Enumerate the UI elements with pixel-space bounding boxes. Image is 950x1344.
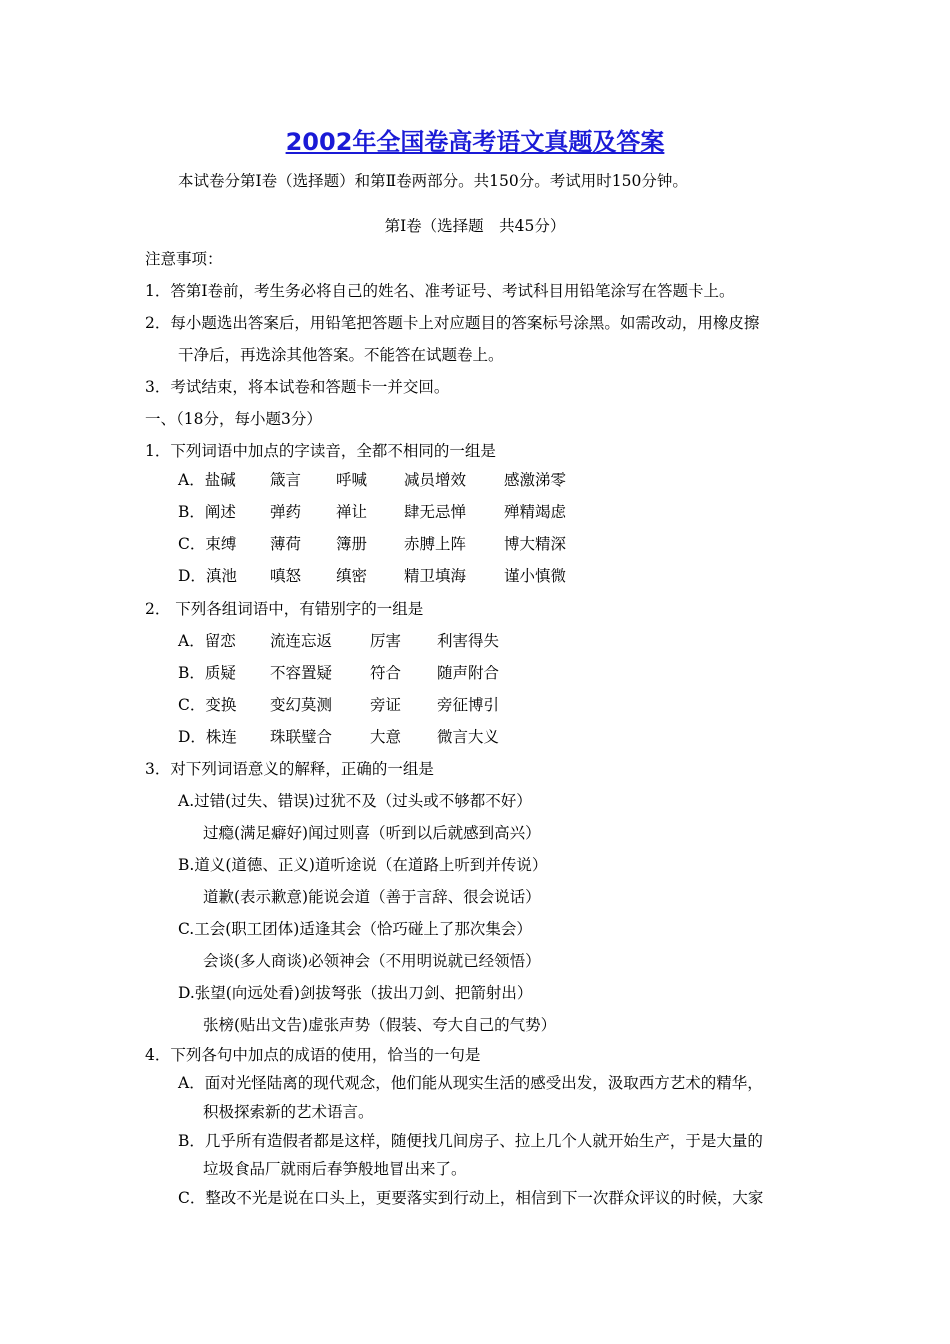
q3-line: A.过错(过失、错误)过犹不及（过头或不够都不好） (178, 792, 532, 810)
q1-word: 箴言 (270, 471, 302, 489)
q2-word: 微言大义 (437, 728, 500, 746)
q3-line: 张榜(贴出文告)虚张声势（假装、夸大自己的气势） (203, 1016, 557, 1034)
notice-item-3: 3．考试结束，将本试卷和答题卡一并交回。 (145, 378, 450, 396)
q4-option-a-cont: 积极探索新的艺术语言。 (203, 1103, 374, 1121)
q3-line: 过瘾(满足癖好)闻过则喜（听到以后就感到高兴） (203, 824, 541, 842)
q2-word: 珠联璧合 (270, 728, 333, 746)
notice-heading: 注意事项： (145, 250, 223, 268)
q1-word: 赤膊上阵 (404, 535, 467, 553)
q2-word: 流连忘返 (270, 632, 333, 650)
notice-item-2-cont: 干净后，再选涂其他答案。不能答在试题卷上。 (178, 346, 504, 364)
notice-item-1: 1．答第Ⅰ卷前，考生务必将自己的姓名、准考证号、考试科目用铅笔涂写在答题卡上。 (145, 282, 735, 300)
q3-line: 会谈(多人商谈)必领神会（不用明说就已经领悟） (203, 952, 541, 970)
q1-word: 感激涕零 (504, 471, 567, 489)
q1-word: 嗔怒 (270, 567, 302, 585)
q4-option-b-cont: 垃圾食品厂就雨后春笋般地冒出来了。 (203, 1160, 467, 1178)
q4-option-b: B．几乎所有造假者都是这样，随便找几间房子、拉上几个人就开始生产，于是大量的 (178, 1132, 763, 1150)
part1-heading: 第Ⅰ卷（选择题 共45分） (384, 217, 566, 235)
q1-word: A．盐碱 (178, 471, 236, 489)
q4-stem: 4．下列各句中加点的成语的使用，恰当的一句是 (145, 1046, 481, 1064)
q1-word: 精卫填海 (404, 567, 467, 585)
q2-word: C．变换 (178, 696, 237, 714)
q2-word: 旁征博引 (437, 696, 500, 714)
q1-stem: 1．下列词语中加点的字读音，全都不相同的一组是 (145, 442, 496, 460)
q1-word: 缜密 (336, 567, 368, 585)
q2-word: B．质疑 (178, 664, 236, 682)
q1-word: 薄荷 (270, 535, 302, 553)
q1-word: 簿册 (336, 535, 368, 553)
q2-word: D．株连 (178, 728, 237, 746)
q3-stem: 3．对下列词语意义的解释，正确的一组是 (145, 760, 434, 778)
q2-word: 厉害 (370, 632, 402, 650)
q3-line: D.张望(向远处看)剑拔弩张（拔出刀剑、把箭射出） (178, 984, 533, 1002)
q1-word: 减员增效 (404, 471, 467, 489)
q2-word: 利害得失 (437, 632, 500, 650)
page-title[interactable]: 2002年全国卷高考语文真题及答案 (285, 128, 665, 156)
q2-word: 符合 (370, 664, 402, 682)
q1-word: 弹药 (270, 503, 302, 521)
intro-text: 本试卷分第Ⅰ卷（选择题）和第Ⅱ卷两部分。共150分。考试用时150分钟。 (178, 172, 688, 190)
q2-word: 变幻莫测 (270, 696, 333, 714)
q1-word: B．阐述 (178, 503, 236, 521)
q3-line: B.道义(道德、正义)道听途说（在道路上听到并传说） (178, 856, 548, 874)
q1-word: 禅让 (336, 503, 368, 521)
q2-word: 不容置疑 (270, 664, 333, 682)
q1-word: 谨小慎微 (504, 567, 567, 585)
q3-line: C.工会(职工团体)适逢其会（恰巧碰上了那次集会） (178, 920, 532, 938)
q1-word: 呼喊 (336, 471, 368, 489)
q1-word: 博大精深 (504, 535, 567, 553)
q3-line: 道歉(表示歉意)能说会道（善于言辞、很会说话） (203, 888, 541, 906)
q1-word: C．束缚 (178, 535, 237, 553)
q2-word: 旁证 (370, 696, 402, 714)
q1-word: 肆无忌惮 (404, 503, 467, 521)
q2-word: 大意 (370, 728, 402, 746)
notice-item-2: 2．每小题选出答案后，用铅笔把答题卡上对应题目的答案标号涂黑。如需改动，用橡皮擦 (145, 314, 760, 332)
section-1-heading: 一、（18分，每小题3分） (145, 410, 322, 428)
q4-option-a: A．面对光怪陆离的现代观念，他们能从现实生活的感受出发，汲取西方艺术的精华， (178, 1074, 763, 1092)
q1-word: D．滇池 (178, 567, 237, 585)
q2-word: 随声附合 (437, 664, 500, 682)
q2-stem: 2． 下列各组词语中，有错别字的一组是 (145, 600, 424, 618)
q2-word: A．留恋 (178, 632, 236, 650)
q4-option-c: C．整改不光是说在口头上，更要落实到行动上，相信到下一次群众评议的时候，大家 (178, 1189, 764, 1207)
q1-word: 殚精竭虑 (504, 503, 567, 521)
